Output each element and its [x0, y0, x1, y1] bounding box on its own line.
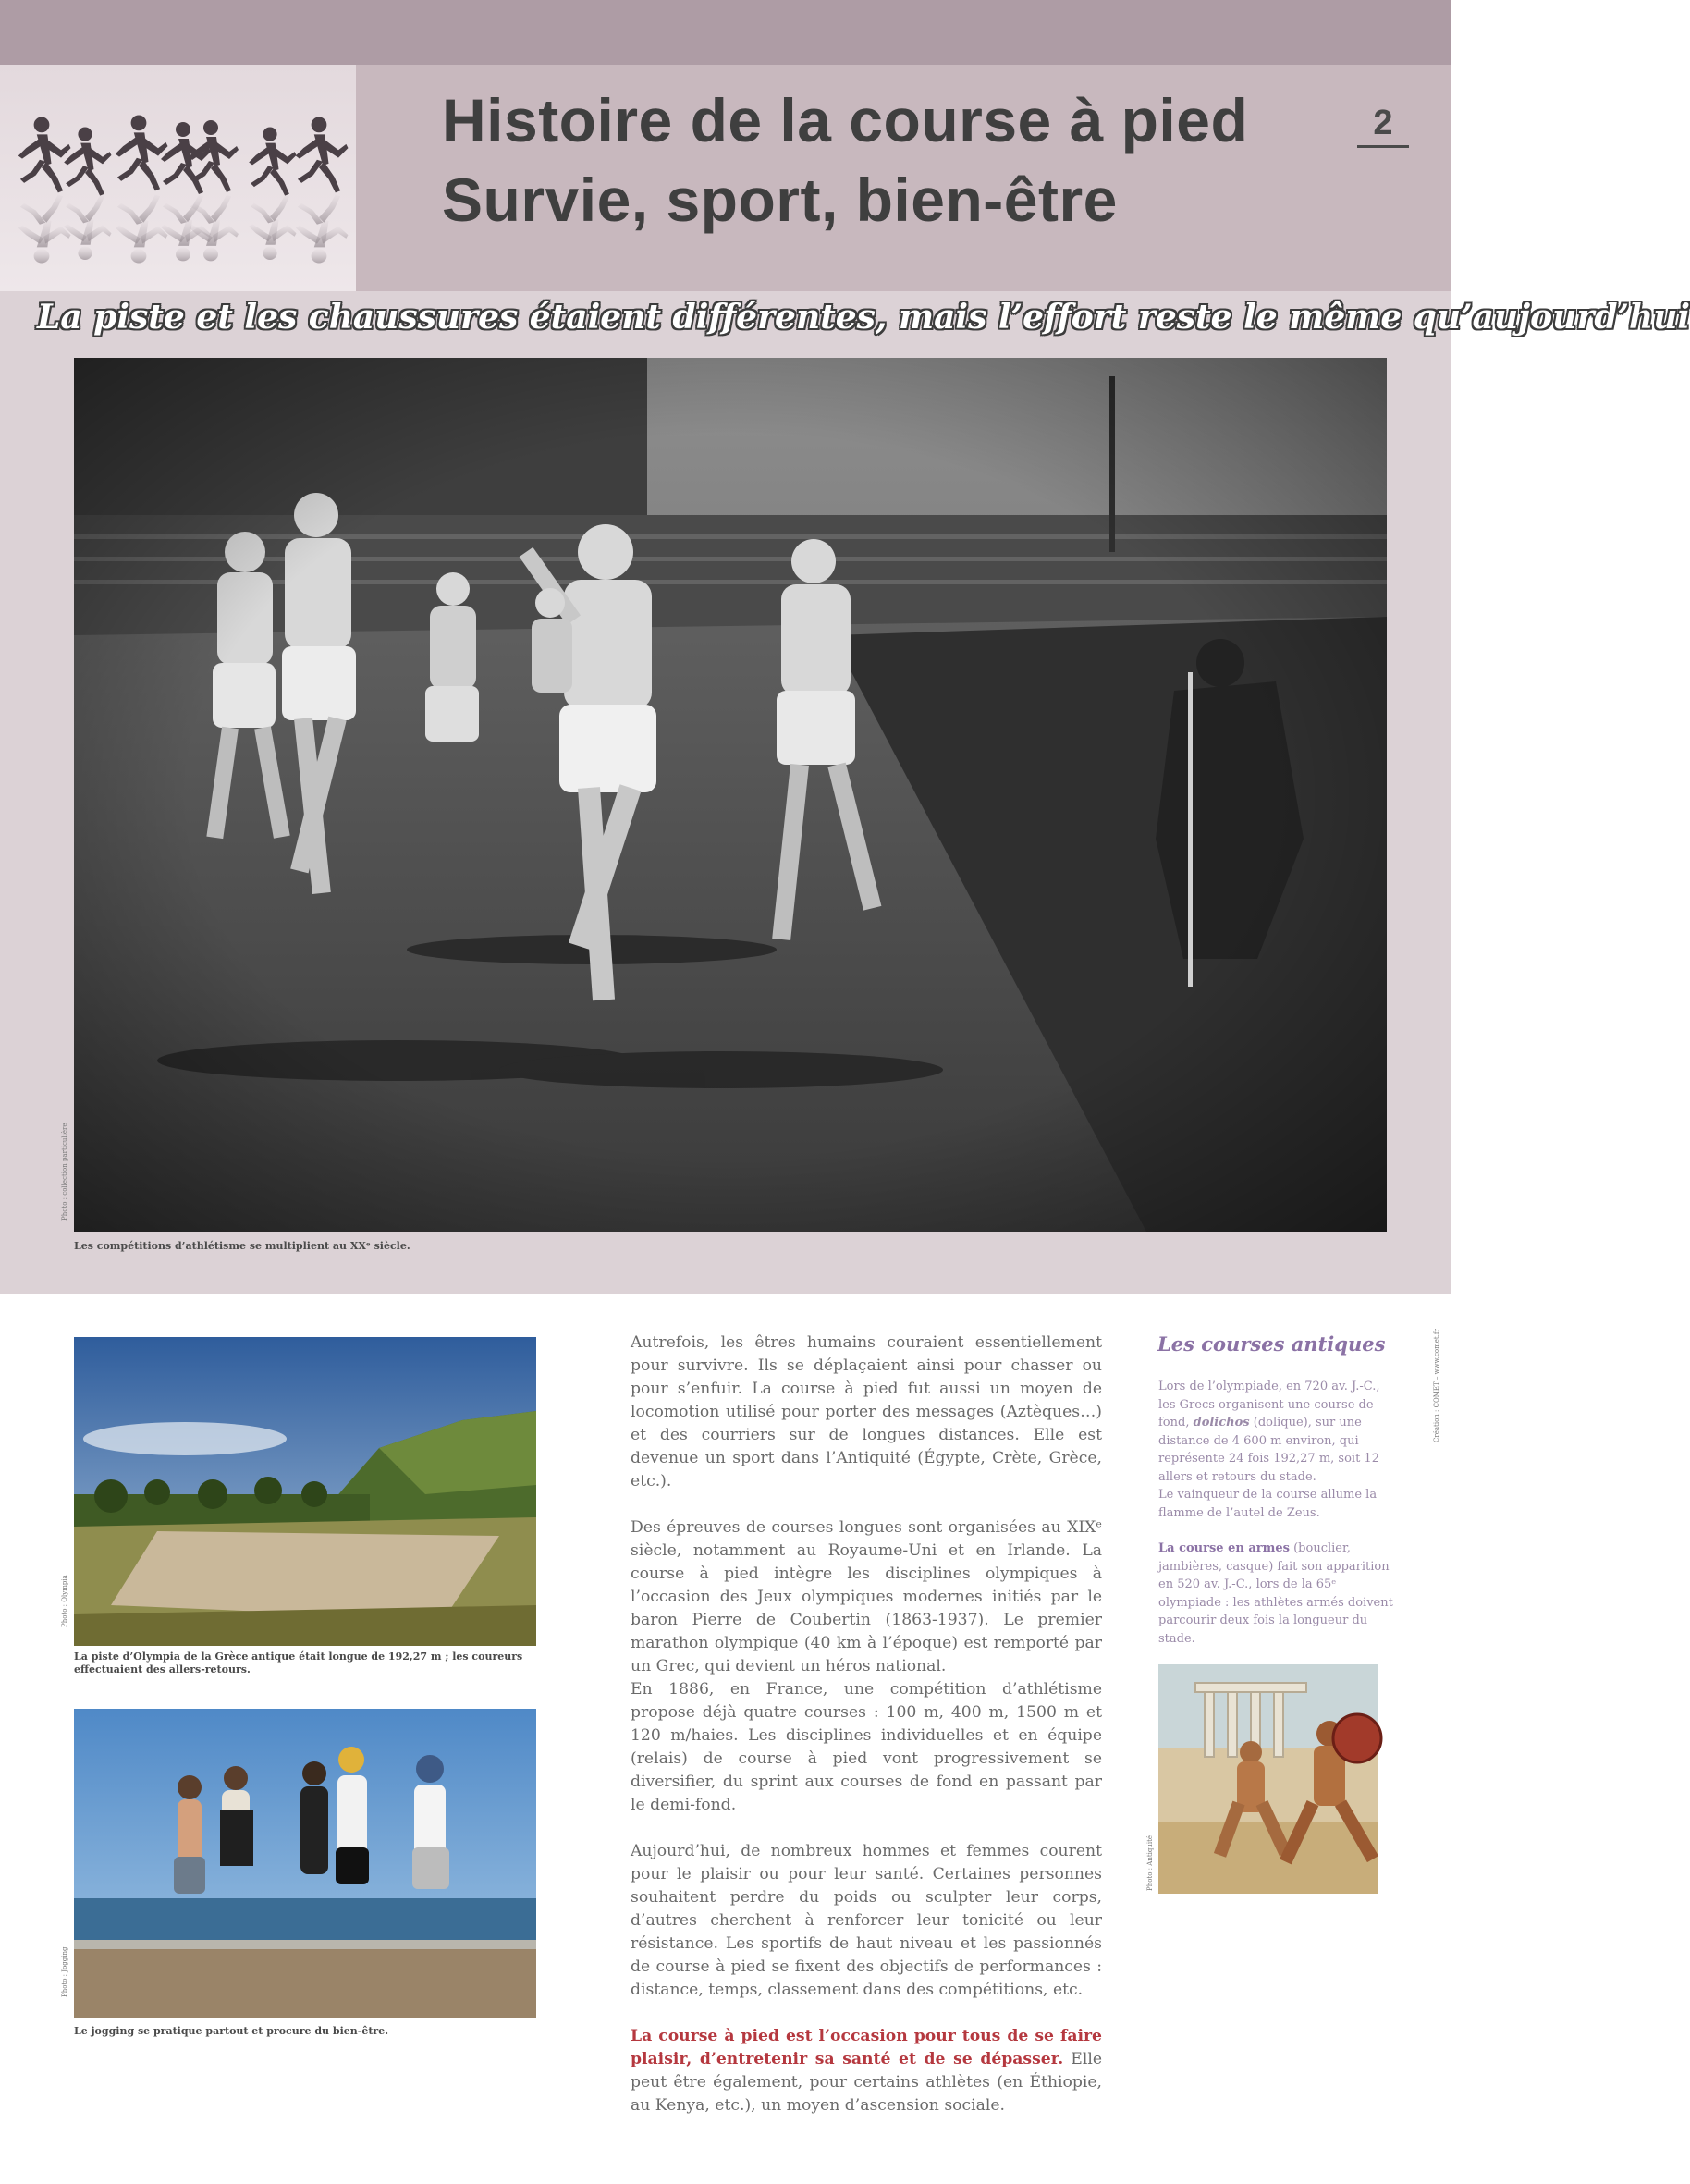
body-paragraph-2: Des épreuves de courses longues sont organisées au XIXᵉ siècle, notamment au Royaume-Uni et en Irlande. La course à pied intègre les disciplines olympiques à l’occasion des Jeux olympiques modernes initiés par le baron Pierre de Coubertin (1863-1937). Le premier marathon olympique (40 km à l’époque) est remporté par un Grec, qui devient un héros national. [631, 1518, 1102, 1675]
body-emphasis: La course à pied est l’occasion pour tous de se faire plaisir, d’entretenir sa santé et de se dépasser. [631, 2027, 1102, 2068]
photo-women-jogging-beach [74, 1709, 536, 2018]
body-paragraph-4: Aujourd’hui, de nombreux hommes et femmes courent pour le plaisir ou pour leur santé. Certaines personnes souhaitent perdre du poids ou sculpter leur corps, d’autres cherchent à renforcer leur tonicité ou leur résistance. Les sportifs de haut niveau et les passionnés de course à pied se fixent des objectifs de performances : distance, temps, classement dans des compétitions, etc. [631, 1842, 1102, 1999]
body-paragraph-5 [631, 2025, 1102, 2117]
body-paragraph-5-rest: Elle peut être également, pour certains athlètes (en Éthiopie, au Kenya, etc.), un moyen d’ascension sociale. [631, 2050, 1102, 2115]
sidebar-p1-line2: Le vainqueur de la course allume la flamme de l’autel de Zeus. [1158, 1488, 1378, 1520]
sidebar-title: Les courses antiques [1157, 1332, 1386, 1356]
sidebar-paragraph-1 [1158, 1378, 1394, 1522]
page-number: 2 [1357, 104, 1409, 148]
sidebar-label-course-en-armes: La course en armes [1158, 1541, 1290, 1555]
running-silhouettes-logo [0, 65, 356, 291]
page-title-line-1: Histoire de la course à pied [442, 86, 1249, 154]
body-text [631, 1331, 1102, 2141]
design-credit: Création : COMET – www.comet.fr [1433, 1329, 1440, 1442]
body-paragraph-3: En 1886, en France, une compétition d’athlétisme propose déjà quatre courses : 100 m, 400 m, 1500 m et 120 m/haies. Les disciplines individuelles et en équipe (relais) de course à pied vont progressivement se diversifier, du sprint aux courses de fond en passant par le demi-fond. [631, 1680, 1102, 1814]
hero-caption: Les compétitions d’athlétisme se multiplient au XXᵉ siècle. [74, 1240, 410, 1252]
sidebar-term-dolichos: dolichos [1193, 1416, 1250, 1429]
tagline: La piste et les chaussures étaient différentes, mais l’effort reste le même qu’aujourd’hui [37, 298, 1690, 337]
sidebar-text [1158, 1378, 1394, 1665]
sidebar-paragraph-2 [1158, 1540, 1394, 1648]
jogging-photo-credit: Photo : Jogging [61, 1946, 68, 1997]
sidebar-p1-end: (dolique), sur une distance de 4 600 m environ, qui représente 24 fois 192,27 m, soit 12 allers et retours du stade. [1158, 1416, 1379, 1484]
sidebar-p1-start: Lors de l’olympiade, en 720 av. J.-C., les Grecs organisent une course de fond, [1158, 1380, 1380, 1429]
hero-photo-credit: Photo : collection particulière [61, 1123, 68, 1221]
jogging-caption: Le jogging se pratique partout et procure du bien-être. [74, 2025, 389, 2037]
sidebar-p2-rest: (bouclier, jambières, casque) fait son apparition en 520 av. J.-C., lors de la 65ᵉ olympiade : les athlètes armés doivent parcourir deux fois la longueur du stade. [1158, 1541, 1393, 1646]
page-title-line-2: Survie, sport, bien-être [442, 166, 1118, 234]
olympia-photo-credit: Photo : Olympia [61, 1575, 68, 1627]
hero-photo-athletics-race [74, 358, 1387, 1232]
top-bar [0, 0, 1451, 65]
olympia-caption: La piste d’Olympia de la Grèce antique était longue de 192,27 m ; les coureurs effectuaient des allers-retours. [74, 1650, 523, 1675]
body-paragraph-1: Autrefois, les êtres humains couraient essentiellement pour survivre. Ils se déplaçaient ainsi pour chasser ou pour s’enfuir. La course à pied fut aussi un moyen de locomotion utilisé pour porter des messages (Aztèques…) et des courriers sur de longues distances. Elle est devenue un sport dans l’Antiquité (Égypte, Crète, Grèce, etc.). [631, 1333, 1102, 1491]
photo-olympia-stadium [74, 1337, 536, 1646]
photo-ancient-runner-illustration [1158, 1664, 1378, 1894]
amphora-photo-credit: Photo : Antiquité [1146, 1834, 1154, 1891]
